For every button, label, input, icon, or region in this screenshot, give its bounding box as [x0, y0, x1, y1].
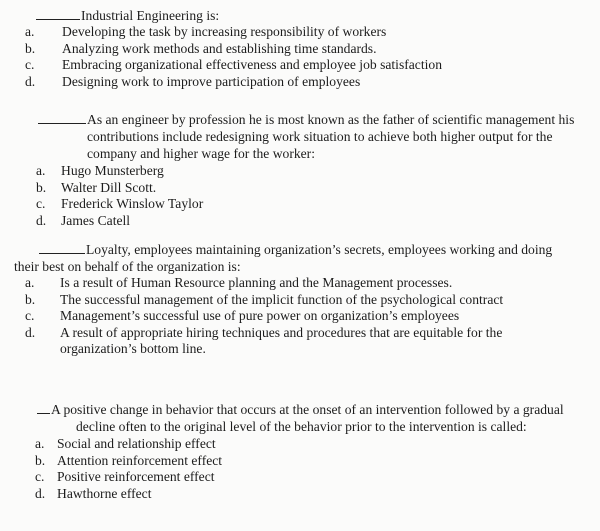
option-a — [25, 24, 600, 41]
option-letter: a. — [36, 163, 46, 178]
option-text: Social and relationship effect — [57, 436, 216, 451]
option-text: A result of appropriate hiring techniques and procedures that are equitable for the organization’s bottom line. — [60, 324, 503, 356]
answer-blank — [37, 401, 50, 414]
answer-blank — [38, 111, 86, 124]
option-d — [25, 74, 600, 91]
option-c — [35, 469, 600, 486]
option-letter: c. — [25, 308, 35, 323]
option-a — [36, 163, 600, 180]
question-stem-text: As an engineer by profession he is most known as the father of scientific management his contributions include redesigning work situation to achieve both higher output for the company and higher wage for the worker: — [87, 112, 575, 161]
option-text: James Catell — [61, 212, 131, 228]
option-letter: b. — [35, 452, 46, 468]
option-letter: c. — [25, 57, 35, 72]
option-a — [35, 436, 600, 453]
option-text: Attention reinforcement effect — [57, 452, 223, 468]
option-letter: a. — [25, 275, 35, 290]
question-stem-text: Loyalty, employees maintaining organization’s secrets, employees working and doing their best on behalf of the organization is: — [14, 242, 553, 274]
option-text: Developing the task by increasing responsibility of workers — [62, 24, 387, 39]
question-4 — [0, 401, 600, 502]
option-b — [36, 180, 600, 197]
option-b — [25, 292, 600, 309]
question-stem — [0, 7, 600, 24]
option-letter: d. — [25, 73, 36, 89]
option-letter: c. — [36, 196, 46, 211]
question-1 — [0, 7, 600, 90]
question-stem — [0, 111, 582, 162]
option-text: Embracing organizational effectiveness and employee job satisfaction — [62, 57, 442, 72]
option-letter: a. — [35, 436, 45, 451]
option-d — [35, 486, 600, 503]
option-text: Designing work to improve participation of employees — [62, 73, 361, 89]
option-b — [35, 453, 600, 470]
option-letter: b. — [36, 179, 47, 195]
option-text: Positive reinforcement effect — [57, 469, 215, 484]
option-letter: a. — [25, 24, 35, 39]
option-text: The successful management of the implicit function of the psychological contract — [60, 291, 504, 307]
option-text: Hugo Munsterberg — [61, 163, 164, 178]
option-c — [36, 196, 600, 213]
option-letter: d. — [36, 212, 47, 228]
option-text: Frederick Winslow Taylor — [61, 196, 204, 211]
answer-blank — [39, 241, 85, 254]
option-d — [36, 213, 600, 230]
question-stem — [0, 241, 574, 275]
option-text: Is a result of Human Resource planning and the Management processes. — [60, 275, 453, 290]
option-c — [25, 57, 600, 74]
option-letter: b. — [25, 291, 36, 307]
question-2 — [0, 111, 600, 229]
option-b — [25, 41, 600, 58]
option-text: Management’s successful use of pure power on organization’s employees — [60, 308, 460, 323]
option-text: Hawthorne effect — [57, 485, 152, 501]
option-a — [25, 275, 600, 292]
option-letter: c. — [35, 469, 45, 484]
option-letter: d. — [25, 324, 36, 340]
question-stem-text: Industrial Engineering is: — [81, 8, 220, 23]
option-letter: d. — [35, 485, 46, 501]
question-stem — [0, 401, 576, 435]
answer-blank — [36, 7, 80, 20]
question-3 — [0, 241, 600, 358]
option-letter: b. — [25, 40, 36, 56]
option-c — [25, 308, 600, 325]
option-text: Analyzing work methods and establishing time standards. — [62, 40, 377, 56]
option-d — [25, 325, 600, 358]
option-text: Walter Dill Scott. — [61, 179, 157, 195]
question-stem-text: A positive change in behavior that occurs at the onset of an intervention followed by a gradual decline often to the original level of the behavior prior to the intervention is called: — [51, 402, 564, 434]
